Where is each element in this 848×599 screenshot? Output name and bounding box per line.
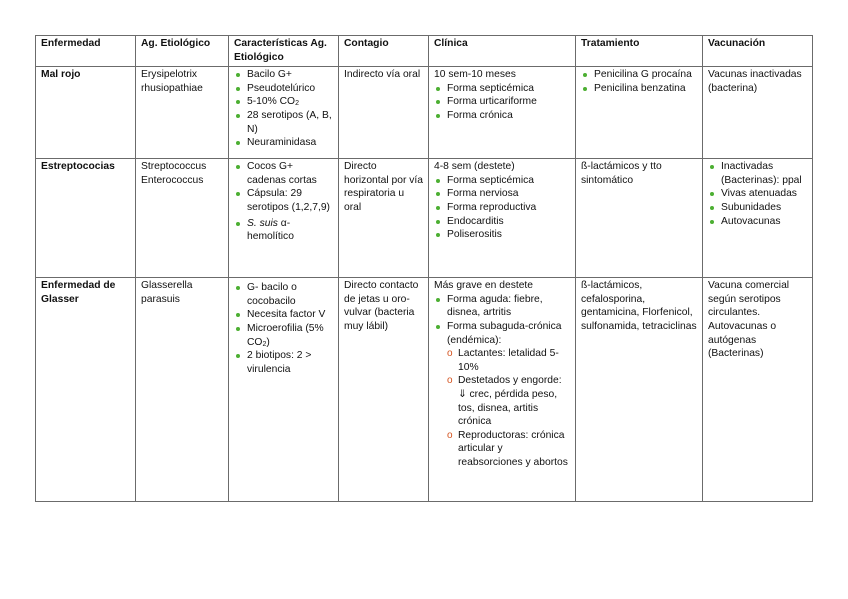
agent-cell: Glasserella parasuis	[136, 278, 229, 502]
list-item: Inactivadas (Bacterinas): ppal	[708, 160, 807, 187]
disease-name: Enfermedad de Glasser	[36, 278, 136, 502]
header-enfermedad: Enfermedad	[36, 36, 136, 67]
list-item: Forma septicémica	[434, 82, 570, 96]
list-item: Forma urticariforme	[434, 95, 570, 109]
header-tratamiento: Tratamiento	[576, 36, 703, 67]
treatment-cell: ß-lactámicos y tto sintomático	[576, 159, 703, 278]
treatment-cell	[576, 67, 703, 159]
list-item: Cápsula: 29 serotipos (1,2,7,9)	[234, 187, 333, 214]
header-agente: Ag. Etiológico	[136, 36, 229, 67]
sub-list-item: o Destetados y engorde: ⇓ crec, pérdida peso, tos, disnea, artitis crónica	[446, 374, 570, 428]
sub-list-item: o Lactantes: letalidad 5-10%	[446, 347, 570, 374]
table-row	[36, 67, 813, 159]
list-item: 5-10% $CO_2$	[234, 95, 333, 109]
header-contagio: Contagio	[339, 36, 429, 67]
list-item: Penicilina benzatina	[581, 82, 697, 96]
contagion-cell: Indirecto vía oral	[339, 67, 429, 159]
list-item: Microerofilia (5% $CO_2$)	[234, 322, 333, 349]
header-clinica: Clínica	[429, 36, 576, 67]
list-item: Poliserositis	[434, 228, 570, 242]
header-row	[36, 36, 813, 67]
list-item: Forma reproductiva	[434, 201, 570, 215]
list-item: 28 serotipos (A, B, N)	[234, 109, 333, 136]
disease-table	[35, 35, 813, 502]
features-cell	[229, 67, 339, 159]
list-item: Bacilo G+	[234, 68, 333, 82]
list-item: Forma aguda: fiebre, disnea, artritis	[434, 293, 570, 320]
list-item: Cocos G+ cadenas cortas	[234, 160, 333, 187]
agent-cell: Streptococcus Enterococcus	[136, 159, 229, 278]
vaccination-cell	[703, 159, 813, 278]
clinic-intro: 4-8 sem (destete)	[434, 161, 515, 173]
list-item: Subunidades	[708, 201, 807, 215]
contagion-cell: Directo horizontal por vía respiratoria u oral	[339, 159, 429, 278]
list-item: S. suis α-hemolítico	[234, 217, 333, 244]
clinic-cell	[429, 159, 576, 278]
treatment-cell: ß-lactámicos, cefalosporina, gentamicina, Florfenicol, sulfonamida, tetraciclinas	[576, 278, 703, 502]
table-row	[36, 159, 813, 278]
contagion-cell: Directo contacto de jetas u oro-vulvar (bacteria muy lábil)	[339, 278, 429, 502]
disease-name: Mal rojo	[36, 67, 136, 159]
list-item: Endocarditis	[434, 215, 570, 229]
list-item: 2 biotipos: 2 > virulencia	[234, 349, 333, 376]
list-item: Penicilina G procaína	[581, 68, 697, 82]
header-caracteristicas: Características Ag. Etiológico	[229, 36, 339, 67]
features-cell	[229, 159, 339, 278]
clinic-cell	[429, 67, 576, 159]
list-item: G- bacilo o cocobacilo	[234, 281, 333, 308]
agent-cell: Erysipelotrix rhusiopathiae	[136, 67, 229, 159]
header-vacunacion: Vacunación	[703, 36, 813, 67]
list-item: Necesita factor V	[234, 308, 333, 322]
features-cell	[229, 278, 339, 502]
sub-list-item: o Reproductoras: crónica articular y reabsorciones y abortos	[446, 429, 570, 470]
disease-name: Estreptococias	[36, 159, 136, 278]
clinic-intro: 10 sem-10 meses	[434, 69, 516, 81]
list-item: Vivas atenuadas	[708, 187, 807, 201]
list-item: Forma subaguda-crónica (endémica):	[434, 320, 570, 347]
vaccination-cell: Vacunas inactivadas (bacterina)	[703, 67, 813, 159]
clinic-intro: Más grave en destete	[434, 280, 534, 292]
clinic-cell	[429, 278, 576, 502]
list-item: Forma septicémica	[434, 174, 570, 188]
list-item: Autovacunas	[708, 215, 807, 229]
vaccination-cell: Vacuna comercial según serotipos circulantes. Autovacunas o autógenas (Bacterinas)	[703, 278, 813, 502]
list-item: Neuraminidasa	[234, 136, 333, 150]
list-item: Forma nerviosa	[434, 187, 570, 201]
list-item: Forma crónica	[434, 109, 570, 123]
table-row	[36, 278, 813, 502]
list-item: Pseudotelúrico	[234, 82, 333, 96]
